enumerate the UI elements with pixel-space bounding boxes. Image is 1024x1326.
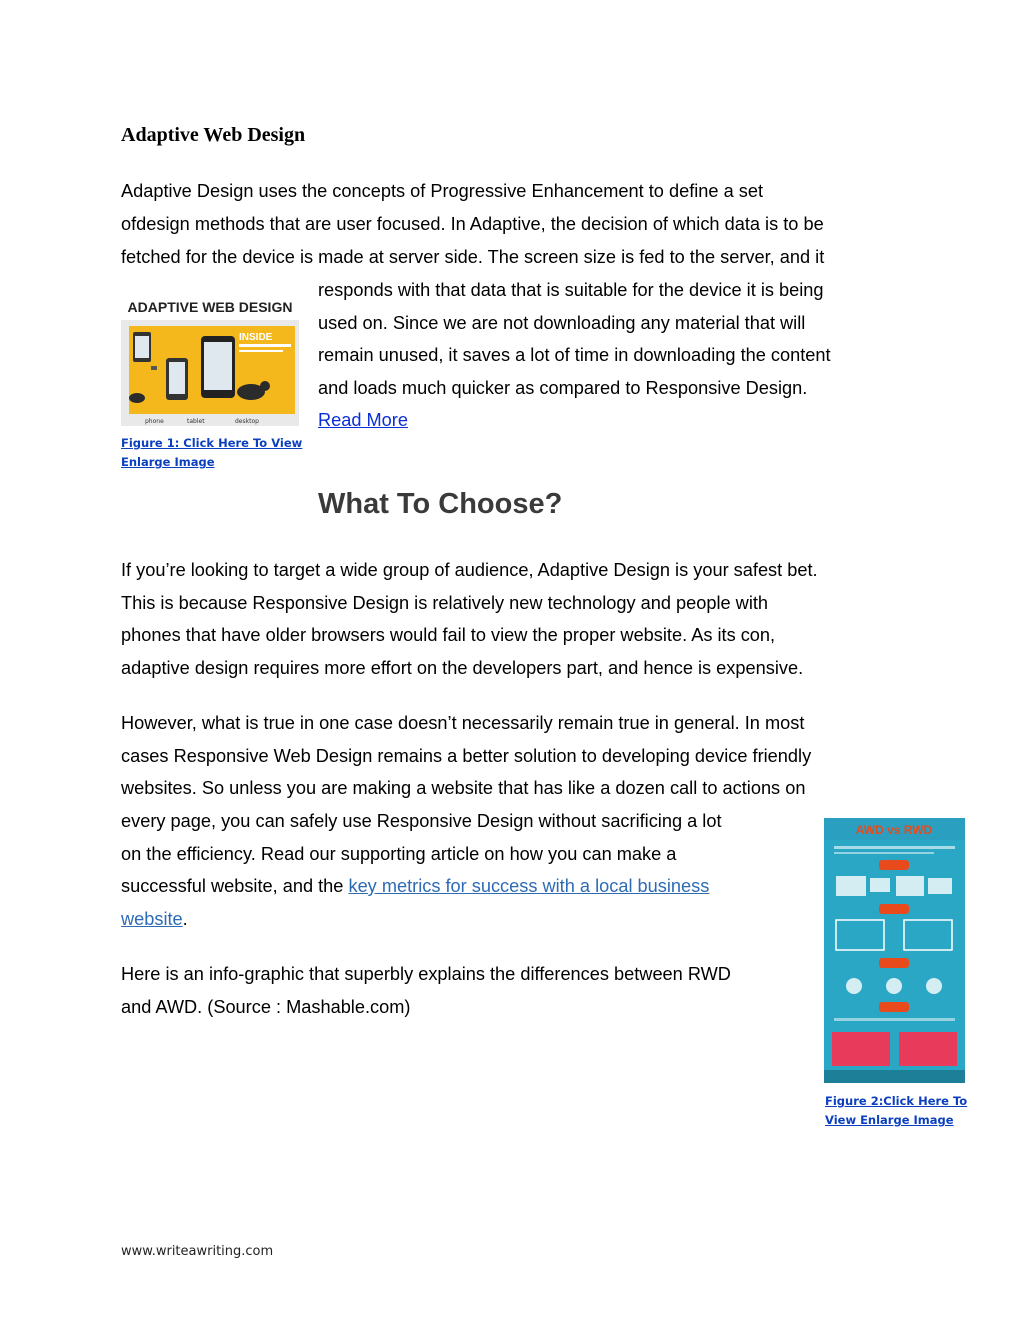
paragraph-line: fetched for the device is made at server side. The screen size is fed to the server, and it: [121, 247, 825, 267]
paragraph-line: [121, 870, 709, 903]
paragraph-line: on the efficiency. Read our supporting article on how you can make a: [121, 844, 677, 864]
figure2-caption-line[interactable]: View Enlarge Image: [825, 1113, 954, 1127]
paragraph-line: remain unused, it saves a lot of time in downloading the content: [318, 345, 831, 365]
paragraph-line: [121, 903, 188, 936]
section-title: Adaptive Web Design: [121, 124, 306, 146]
key-metrics-link[interactable]: key metrics for success with a local business: [348, 876, 710, 896]
paragraph-line: used on. Since we are not downloading any material that will: [318, 313, 806, 333]
paragraph-line: websites. So unless you are making a website that has like a dozen call to actions on: [121, 778, 806, 798]
paragraph-line: Here is an info-graphic that superbly explains the differences between RWD: [121, 964, 731, 984]
key-metrics-link-continued[interactable]: website: [121, 909, 183, 929]
paragraph-line: responds with that data that is suitable for the device it is being: [318, 280, 824, 300]
figure1-label-phone: phone: [145, 418, 164, 425]
paragraph-line: This is because Responsive Design is relatively new technology and people with: [121, 593, 769, 613]
figure1-caption[interactable]: [121, 434, 302, 472]
figure2-banner: AWD vs RWD: [855, 823, 933, 837]
paragraph-line: and loads much quicker as compared to Responsive Design.: [318, 378, 808, 398]
paragraph-text: successful website, and the: [121, 876, 349, 896]
paragraph-line: ofdesign methods that are user focused. In Adaptive, the decision of which data is to be: [121, 214, 824, 234]
awd-vs-rwd-infographic[interactable]: [824, 818, 965, 1083]
adaptive-design-figure[interactable]: [121, 292, 299, 426]
paragraph-line: adaptive design requires more effort on the developers part, and hence is expensive.: [121, 658, 804, 678]
paragraph-line: Adaptive Design uses the concepts of Progressive Enhancement to define a set: [121, 181, 763, 201]
figure1-inside-label: INSIDE: [239, 332, 273, 343]
paragraph-line: every page, you can safely use Responsive Design without sacrificing a lot: [121, 811, 722, 831]
paragraph-line: phones that have older browsers would fail to view the proper website. As its con,: [121, 625, 776, 645]
read-more-link[interactable]: Read More: [318, 410, 408, 430]
footer-url: www.writeawriting.com: [121, 1244, 274, 1259]
figure2-caption-line[interactable]: Figure 2:Click Here To: [825, 1094, 968, 1108]
figure1-caption-line[interactable]: Figure 1: Click Here To View: [121, 436, 303, 450]
figure1-caption-line[interactable]: Enlarge Image: [121, 455, 215, 469]
paragraph-text: .: [182, 909, 188, 929]
figure1-label-tablet: tablet: [187, 418, 205, 425]
paragraph-line: However, what is true in one case doesn’t necessarily remain true in general. In most: [121, 713, 805, 733]
paragraph-line: cases Responsive Web Design remains a better solution to developing device friendly: [121, 746, 812, 766]
figure2-caption[interactable]: [825, 1092, 967, 1130]
paragraph-line: and AWD. (Source : Mashable.com): [121, 997, 411, 1017]
paragraph-line: If you’re looking to target a wide group of audience, Adaptive Design is your safest bet.: [121, 560, 818, 580]
figure1-label-desktop: desktop: [235, 418, 259, 425]
figure1-banner: ADAPTIVE WEB DESIGN: [127, 299, 293, 315]
section2-title: What To Choose?: [318, 488, 563, 520]
